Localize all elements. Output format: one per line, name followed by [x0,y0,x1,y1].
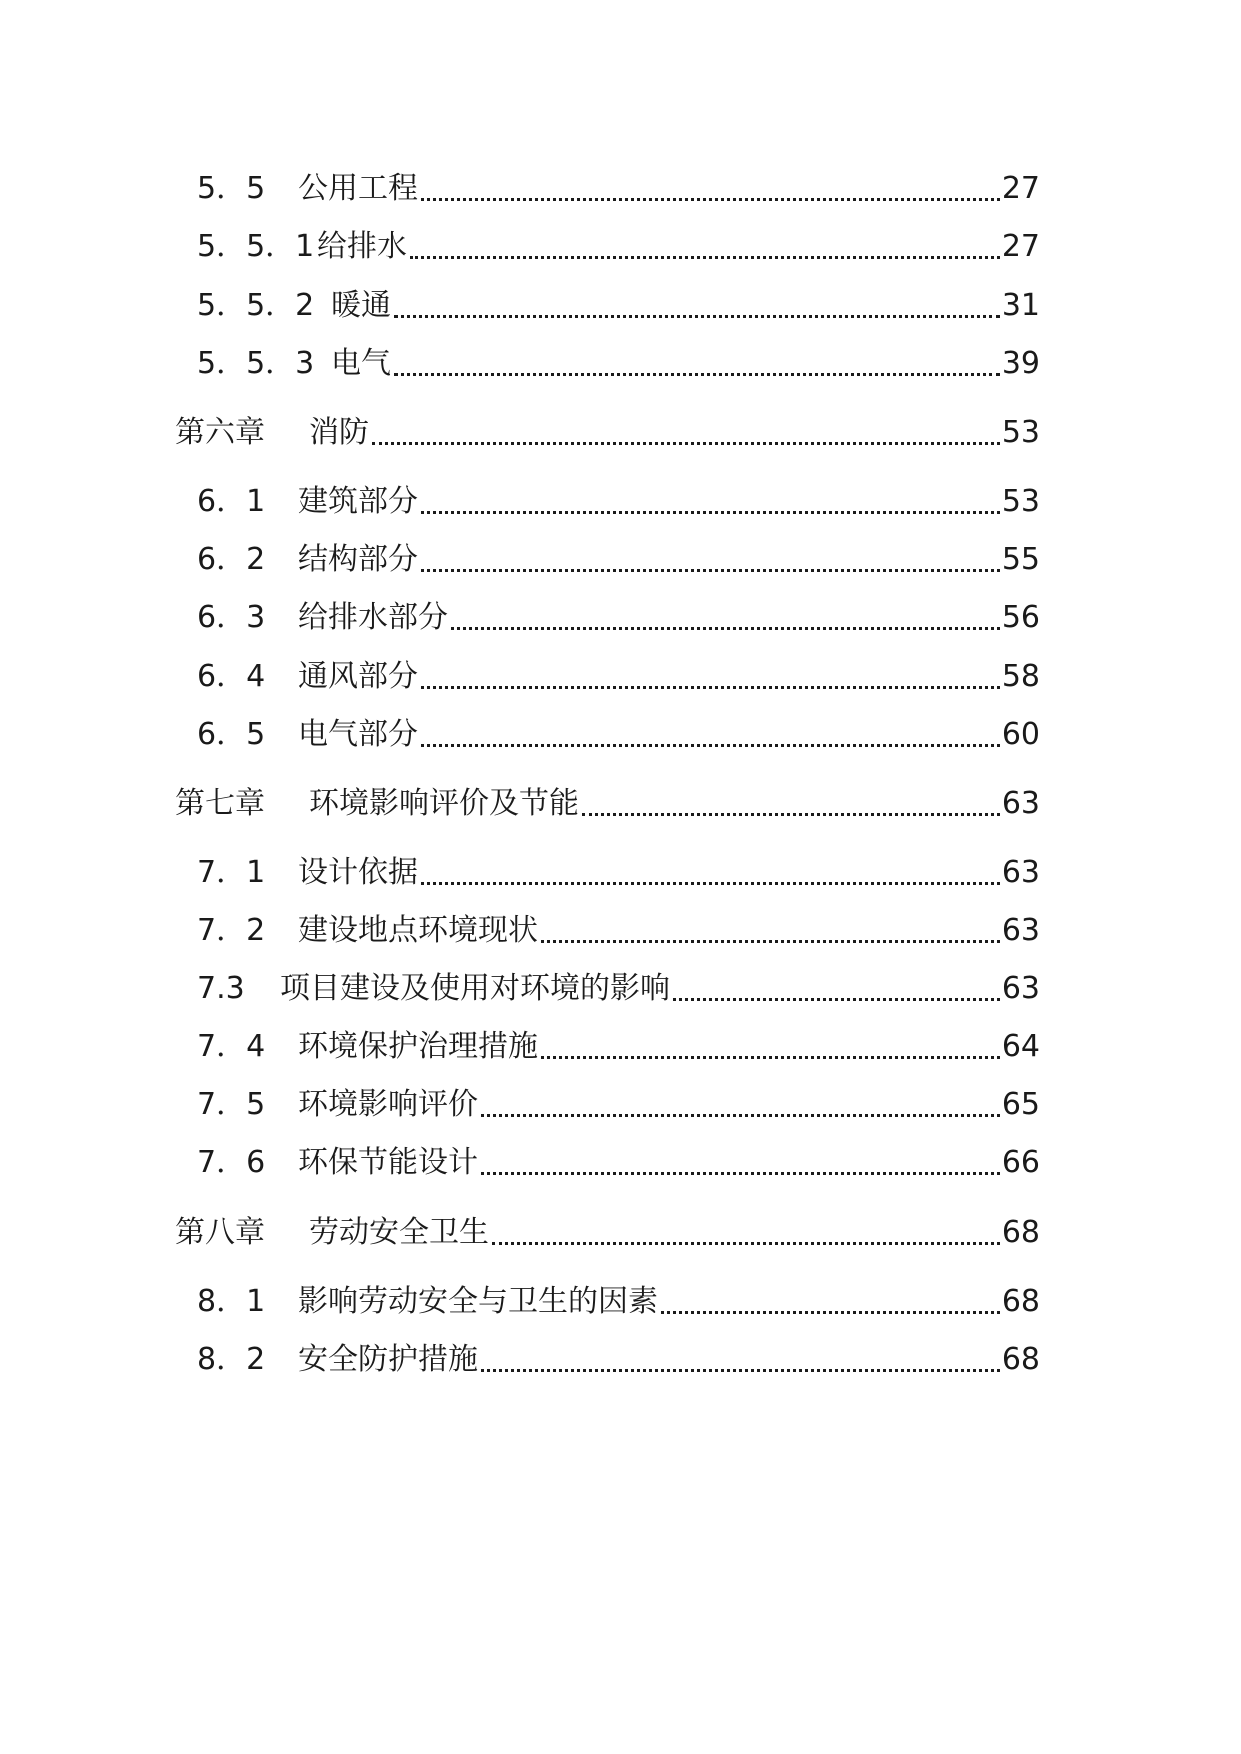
toc-entry-number: 5．5．3 [197,346,315,381]
dot-leader [421,744,1000,747]
toc-entry [197,654,1040,700]
toc-entry-page: 64 [1001,1029,1040,1064]
toc-entry-title: 影响劳动安全与卫生的因素 [298,1284,658,1319]
dot-leader [481,1114,1000,1117]
toc-entry-title: 通风部分 [298,659,418,694]
toc-entry-number: 8．1 [197,1284,266,1319]
toc-chapter-number: 第八章 [175,1215,265,1250]
toc-entry-number: 5．5．1 [197,229,315,264]
toc-entry [197,341,1040,387]
toc-entry-number: 7．1 [197,855,266,890]
toc-entry-title: 给排水部分 [298,600,448,635]
toc-entry-number: 6．5 [197,717,266,752]
dot-leader [421,198,1000,201]
toc-entry-number: 7．6 [197,1145,266,1180]
dot-leader [410,256,1000,259]
dot-leader [541,1056,1000,1059]
toc-entry-number: 6．2 [197,542,266,577]
toc-entry-page: 63 [1001,786,1040,821]
toc-entry-page: 63 [1001,913,1040,948]
toc-chapter-entry [175,1210,1040,1256]
toc-entry-number: 7．5 [197,1087,266,1122]
toc-chapter-title: 劳动安全卫生 [309,1215,489,1250]
toc-entry [197,283,1040,329]
dot-leader [451,627,1000,630]
toc-entry-page: 27 [1001,229,1040,264]
toc-entry-number: 6．1 [197,484,266,519]
toc-entry-page: 63 [1001,971,1040,1006]
toc-chapter-title: 消防 [309,415,369,450]
dot-leader [481,1172,1000,1175]
toc-entry-number: 5．5 [197,171,266,206]
toc-entry-page: 58 [1001,659,1040,694]
dot-leader [421,511,1000,514]
toc-entry-page: 65 [1001,1087,1040,1122]
dot-leader [481,1369,1000,1372]
toc-entry-title: 环境保护治理措施 [298,1029,538,1064]
toc-entry [197,479,1040,525]
toc-entry [197,1140,1040,1186]
toc-entry [197,1082,1040,1128]
toc-entry-number: 6．3 [197,600,266,635]
toc-chapter-entry [175,410,1040,456]
toc-entry-number: 7．4 [197,1029,266,1064]
toc-entry-number: 5．5．2 [197,288,315,323]
toc-entry-number: 6．4 [197,659,266,694]
toc-entry-number: 7.3 [197,971,245,1006]
toc-entry [197,908,1040,954]
toc-entry [197,537,1040,583]
toc-entry-title: 建筑部分 [298,484,418,519]
toc-entry [197,966,1040,1012]
dot-leader [421,569,1000,572]
toc-entry-page: 53 [1001,415,1040,450]
toc-entry-number: 7．2 [197,913,266,948]
toc-entry-page: 63 [1001,855,1040,890]
toc-entry-title: 环保节能设计 [298,1145,478,1180]
dot-leader [421,686,1000,689]
toc-chapter-number: 第六章 [175,415,265,450]
toc-chapter-entry [175,781,1040,827]
toc-entry-title: 项目建设及使用对环境的影响 [280,971,670,1006]
toc-entry-number: 8．2 [197,1342,266,1377]
toc-entry-page: 53 [1001,484,1040,519]
dot-leader [372,442,1000,445]
toc-entry-page: 31 [1001,288,1040,323]
toc-entry-page: 56 [1001,600,1040,635]
toc-entry-title: 建设地点环境现状 [298,913,538,948]
toc-entry-title: 暖通 [331,288,391,323]
toc-entry-page: 60 [1001,717,1040,752]
toc-entry-page: 55 [1001,542,1040,577]
toc-entry-title: 电气部分 [298,717,418,752]
toc-entry-title: 结构部分 [298,542,418,577]
toc-entry [197,712,1040,758]
toc-entry [197,1279,1040,1325]
dot-leader [541,940,1000,943]
dot-leader [661,1311,1000,1314]
toc-entry-page: 68 [1001,1284,1040,1319]
dot-leader [394,315,1000,318]
toc-entry [197,1337,1040,1383]
toc-entry-page: 39 [1001,346,1040,381]
toc-entry-title: 环境影响评价 [298,1087,478,1122]
dot-leader [582,813,1000,816]
dot-leader [421,882,1000,885]
toc-entry-page: 66 [1001,1145,1040,1180]
toc-entry-page: 68 [1001,1215,1040,1250]
dot-leader [394,373,1000,376]
toc-entry [197,1024,1040,1070]
toc-entry-title: 安全防护措施 [298,1342,478,1377]
toc-entry-title: 公用工程 [298,171,418,206]
toc-entry-title: 设计依据 [298,855,418,890]
toc-entry [197,224,1040,270]
dot-leader [673,998,1000,1001]
toc-chapter-number: 第七章 [175,786,265,821]
toc-entry-title: 给排水 [317,229,407,264]
toc-entry [197,166,1040,212]
toc-entry-page: 27 [1001,171,1040,206]
toc-entry-title: 电气 [331,346,391,381]
dot-leader [492,1242,1000,1245]
toc-entry [197,595,1040,641]
toc-entry [197,850,1040,896]
toc-entry-page: 68 [1001,1342,1040,1377]
toc-chapter-title: 环境影响评价及节能 [309,786,579,821]
